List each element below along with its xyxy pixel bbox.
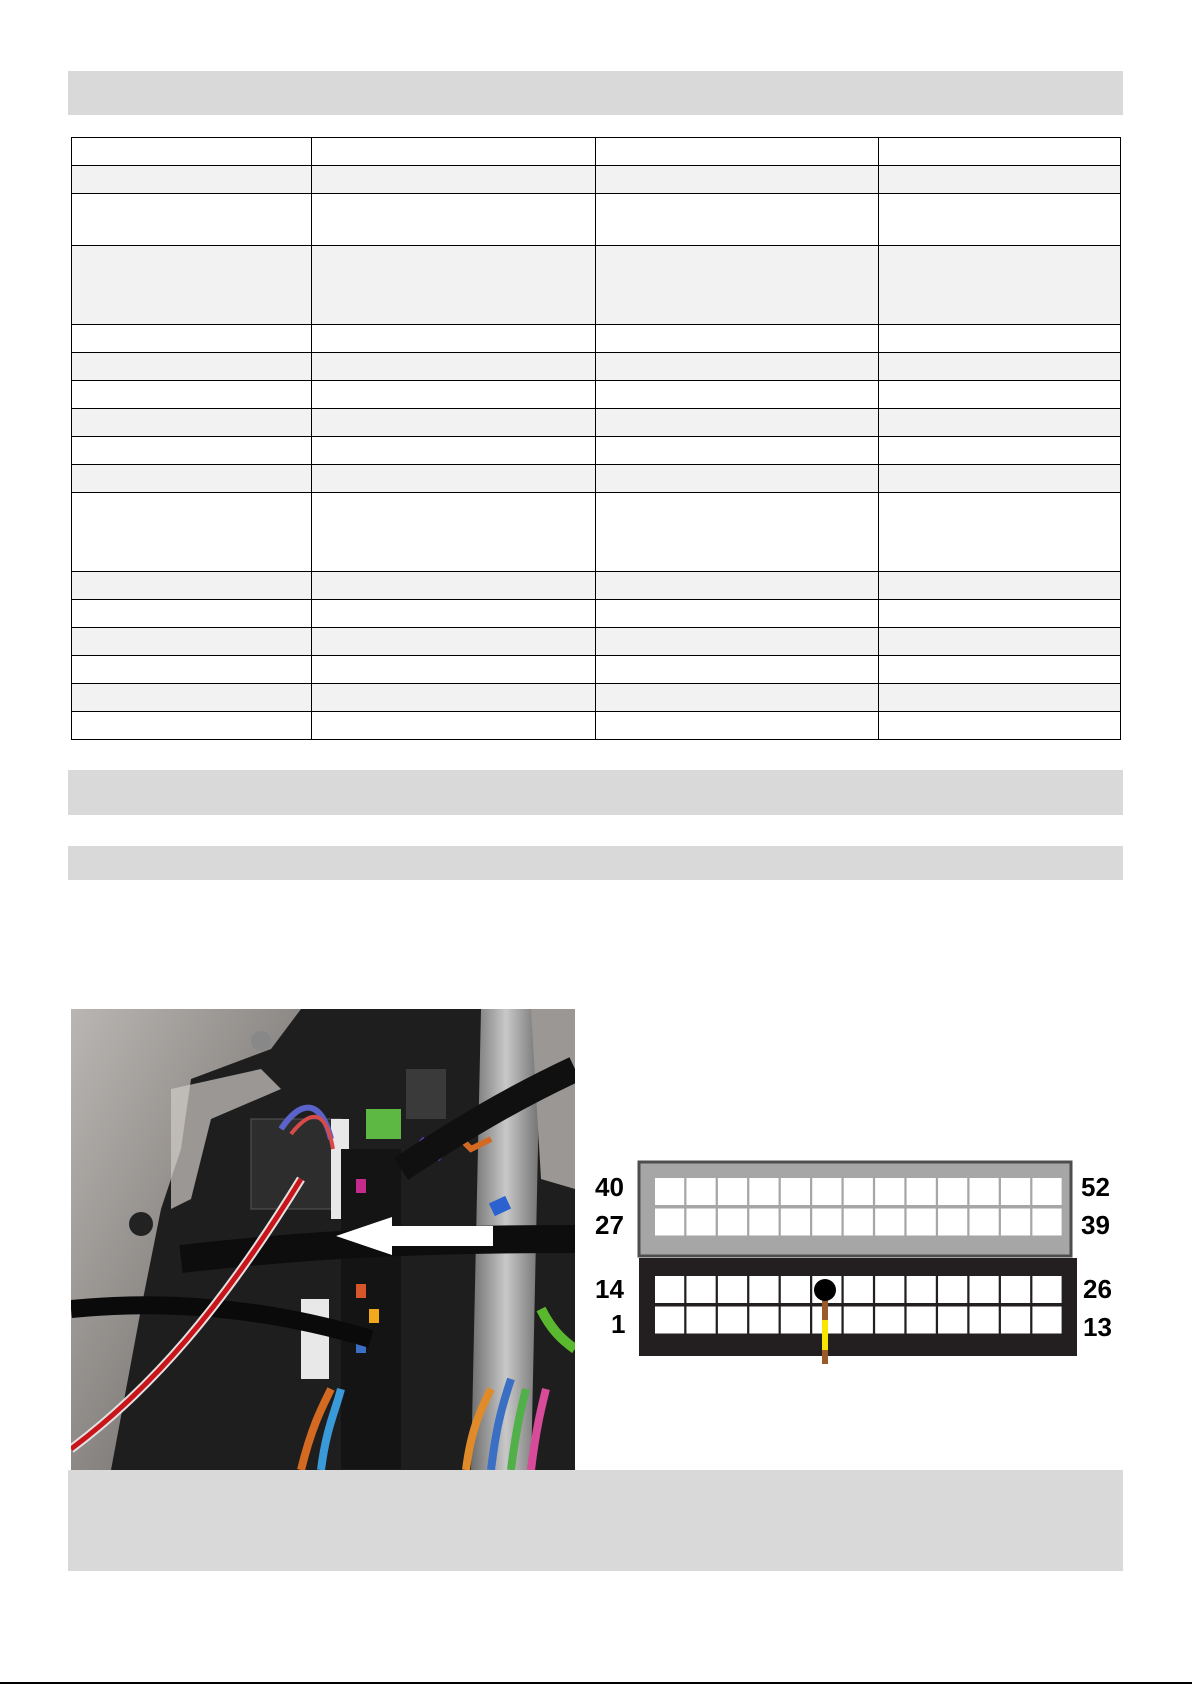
pin-cell	[875, 1178, 904, 1205]
footer-note-band	[68, 1470, 1123, 1571]
pin-cell	[938, 1178, 967, 1205]
table-row	[72, 656, 1121, 684]
pin-label-13: 13	[1083, 1312, 1112, 1342]
table-row	[72, 353, 1121, 381]
table-row	[72, 166, 1121, 194]
pin-cell	[938, 1209, 967, 1236]
pin-cell	[686, 1209, 715, 1236]
pin-cell	[1032, 1307, 1061, 1334]
pin-cell	[844, 1307, 873, 1334]
pin-cell	[749, 1178, 778, 1205]
section-band	[68, 770, 1123, 815]
table-row	[72, 437, 1121, 465]
page-bottom-rule	[0, 1682, 1192, 1684]
pin-label-39: 39	[1081, 1210, 1110, 1240]
table-row	[72, 138, 1121, 166]
pin-cell	[655, 1209, 684, 1236]
pin-cell	[655, 1307, 684, 1334]
section-header-band	[68, 71, 1123, 115]
pin-cell	[1032, 1276, 1061, 1303]
pin-cell	[1001, 1276, 1030, 1303]
table-row	[72, 465, 1121, 493]
pin-cell	[718, 1307, 747, 1334]
pin-cell	[655, 1276, 684, 1303]
pin-cell	[812, 1178, 841, 1205]
table-row	[72, 493, 1121, 572]
pin-cell	[907, 1178, 936, 1205]
pin-cell	[844, 1209, 873, 1236]
pin-cell	[686, 1276, 715, 1303]
pin-cell	[875, 1209, 904, 1236]
pin-cell	[1001, 1307, 1030, 1334]
pin-cell	[749, 1276, 778, 1303]
pin-cell	[907, 1307, 936, 1334]
pin-label-26: 26	[1083, 1274, 1112, 1304]
table-row	[72, 381, 1121, 409]
table-row	[72, 194, 1121, 246]
pin-cell	[781, 1209, 810, 1236]
pin-cell	[1032, 1178, 1061, 1205]
pin-cell	[718, 1209, 747, 1236]
pin-cell	[781, 1276, 810, 1303]
connector-pinout-diagram	[595, 1150, 1130, 1370]
section-band	[68, 846, 1123, 880]
pin-cell	[970, 1209, 999, 1236]
wire-brown-tail	[822, 1350, 828, 1364]
pin-cell	[875, 1307, 904, 1334]
pin-cell	[781, 1178, 810, 1205]
pin-cell	[844, 1178, 873, 1205]
pin-label-52: 52	[1081, 1172, 1110, 1202]
pin-cell	[718, 1178, 747, 1205]
table-row	[72, 325, 1121, 353]
wiring-table	[71, 137, 1121, 740]
pin-cell	[907, 1209, 936, 1236]
table-row	[72, 572, 1121, 600]
harness-photo-illustration	[71, 1009, 575, 1470]
table-row	[72, 684, 1121, 712]
pin-cell	[749, 1209, 778, 1236]
pin-cell	[1032, 1209, 1061, 1236]
pin-label-27: 27	[595, 1210, 624, 1240]
wire-yellow	[822, 1320, 828, 1350]
pin-cell	[686, 1307, 715, 1334]
pin-cell	[718, 1276, 747, 1303]
table-row	[72, 409, 1121, 437]
table-row	[72, 628, 1121, 656]
pin-label-14: 14	[595, 1274, 624, 1304]
pin-cell	[907, 1276, 936, 1303]
pin-cell	[844, 1276, 873, 1303]
pin-cell	[938, 1307, 967, 1334]
pin-cell	[655, 1178, 684, 1205]
table-row	[72, 712, 1121, 740]
pin-cell	[749, 1307, 778, 1334]
wire-brown	[822, 1300, 828, 1320]
pin-marker-dot	[814, 1279, 836, 1301]
pin-cell	[970, 1307, 999, 1334]
pin-cell	[812, 1209, 841, 1236]
pin-cell	[938, 1276, 967, 1303]
pin-cell	[970, 1178, 999, 1205]
table-row	[72, 246, 1121, 325]
pin-label-1: 1	[611, 1309, 626, 1339]
pin-cell	[781, 1307, 810, 1334]
pin-cell	[686, 1178, 715, 1205]
pin-cell	[1001, 1178, 1030, 1205]
wiring-harness-photo	[71, 1009, 575, 1470]
table-row	[72, 600, 1121, 628]
pin-label-40: 40	[595, 1172, 624, 1202]
pin-cell	[1001, 1209, 1030, 1236]
pin-cell	[875, 1276, 904, 1303]
pin-cell	[970, 1276, 999, 1303]
